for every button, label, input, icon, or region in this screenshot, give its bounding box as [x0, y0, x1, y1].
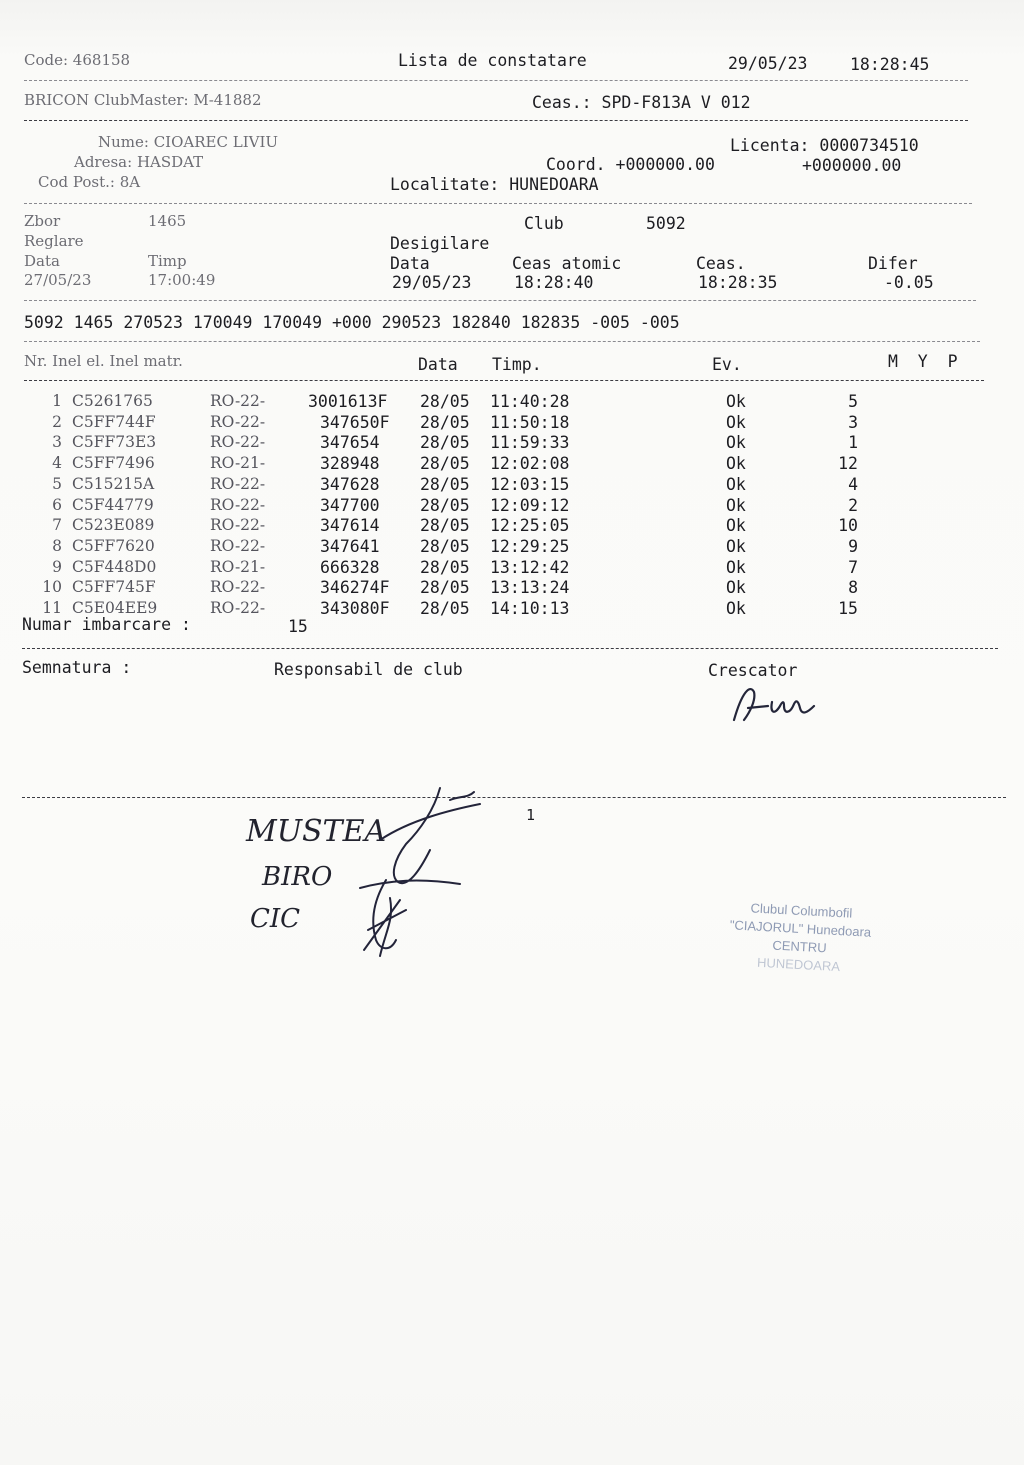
club-number: 5092	[646, 214, 686, 233]
divider	[24, 341, 980, 342]
cell-inel-el: C515215A	[72, 474, 155, 493]
cell-ev: Ok	[726, 392, 746, 411]
divider	[24, 80, 968, 81]
cell-date: 28/05	[420, 495, 470, 515]
cell-prefix: RO-22-	[210, 578, 266, 597]
coordinates: Coord. +000000.00	[546, 155, 715, 174]
official-signatures	[350, 780, 510, 970]
difference-value: -0.05	[884, 273, 934, 292]
cell-time: 11:40:28	[490, 392, 570, 411]
cell-date: 28/05	[420, 578, 470, 598]
setting-label: Reglare	[24, 232, 84, 250]
cell-time: 13:12:42	[490, 557, 570, 577]
locality: Localitate: HUNEDOARA	[390, 175, 599, 194]
cell-time: 14:10:13	[490, 599, 570, 618]
cell-time: 12:09:12	[490, 495, 570, 515]
flight-number: 1465	[148, 212, 187, 230]
cell-matr: 328948	[320, 454, 380, 474]
table-row	[0, 392, 1024, 412]
club-responsible-label: Responsabil de club	[274, 660, 463, 679]
cell-time: 12:29:25	[490, 536, 570, 556]
cell-inel-el: C5FF7496	[72, 454, 155, 473]
setting-time-label: Timp	[148, 252, 187, 270]
cell-inel-el: C5FF7620	[72, 536, 155, 555]
cell-rank: 1	[848, 433, 858, 453]
cell-matr: 343080F	[320, 599, 390, 618]
table-row	[0, 496, 1024, 516]
cell-ev: Ok	[726, 412, 746, 432]
divider	[24, 300, 976, 301]
cell-rank: 7	[848, 557, 858, 577]
flight-label: Zbor	[24, 212, 61, 230]
cell-prefix: RO-22-	[210, 474, 266, 493]
divider	[24, 380, 984, 381]
summary-code-line: 5092 1465 270523 170049 170049 +000 290523 182840 182835 -005 -005	[24, 313, 680, 332]
cell-nr: 6	[52, 495, 62, 514]
cell-nr: 3	[52, 433, 62, 452]
cell-inel-el: C5F44779	[72, 495, 154, 514]
cell-time: 12:02:08	[490, 454, 570, 474]
clubmaster-device: BRICON ClubMaster: M-41882	[24, 91, 262, 109]
cell-ev: Ok	[726, 516, 746, 536]
cell-date: 28/05	[420, 557, 470, 577]
license-number: Licenta: 0000734510	[730, 136, 919, 155]
handwritten-name-cic: CIC	[250, 904, 301, 934]
cell-matr: 666328	[320, 557, 380, 577]
atomic-clock-time: 18:28:40	[514, 273, 594, 292]
column-header-event: Ev.	[712, 355, 742, 374]
cell-ev: Ok	[726, 557, 746, 577]
club-label: Club	[524, 214, 564, 233]
basketing-count-value: 15	[288, 617, 308, 636]
column-header-rings: Nr. Inel el. Inel matr.	[24, 352, 183, 370]
clock-time: 18:28:35	[698, 273, 778, 292]
cell-time: 11:50:18	[490, 412, 570, 432]
cell-matr: 346274F	[320, 578, 390, 598]
cell-nr: 11	[42, 599, 62, 617]
cell-prefix: RO-22-	[210, 433, 266, 452]
atomic-clock-label: Ceas atomic	[512, 254, 622, 273]
cell-date: 28/05	[420, 433, 470, 453]
cell-ev: Ok	[726, 495, 746, 515]
cell-rank: 3	[848, 412, 858, 432]
cell-nr: 2	[52, 412, 62, 431]
stamp-line: "CIAJORUL" Hunedoara	[729, 917, 872, 940]
unsealing-date: 29/05/23	[392, 273, 472, 292]
club-stamp	[678, 896, 921, 980]
cell-time: 13:13:24	[490, 578, 570, 598]
cell-inel-el: C523E089	[72, 516, 155, 535]
cell-prefix: RO-22-	[210, 412, 266, 431]
setting-time: 17:00:49	[148, 271, 216, 289]
handwritten-name-biro: BIRO	[262, 862, 333, 892]
header-date: 29/05/23	[728, 54, 808, 73]
document-title: Lista de constatare	[398, 51, 587, 70]
cell-nr: 7	[52, 516, 62, 535]
signature-label: Semnatura :	[22, 658, 132, 677]
cell-matr: 347641	[320, 536, 380, 556]
cell-prefix: RO-22-	[210, 392, 266, 410]
cell-matr: 347700	[320, 495, 380, 515]
table-row	[0, 413, 1024, 433]
handwritten-name-mustea: MUSTEA	[246, 814, 387, 849]
cell-prefix: RO-21-	[210, 454, 266, 473]
cell-matr: 347654	[320, 433, 380, 453]
postal-code: Cod Post.: 8A	[38, 173, 141, 191]
table-row	[0, 537, 1024, 557]
page-number: 1	[526, 806, 536, 824]
cell-prefix: RO-21-	[210, 557, 266, 576]
basketing-count-label: Numar imbarcare :	[22, 615, 191, 634]
cell-ev: Ok	[726, 454, 746, 474]
cell-rank: 4	[848, 474, 858, 494]
clock-label: Ceas.	[696, 254, 746, 273]
cell-prefix: RO-22-	[210, 516, 266, 535]
cell-nr: 9	[52, 557, 62, 576]
cell-date: 28/05	[420, 454, 470, 474]
table-row	[0, 516, 1024, 536]
divider	[24, 120, 968, 121]
breeder-label: Crescator	[708, 661, 798, 680]
cell-prefix: RO-22-	[210, 599, 266, 617]
cell-matr: 347650F	[320, 412, 390, 432]
header-time: 18:28:45	[850, 55, 930, 74]
cell-inel-el: C5E04EE9	[72, 599, 158, 617]
cell-ev: Ok	[726, 433, 746, 453]
cell-matr: 347628	[320, 474, 380, 494]
stamp-line: HUNEDOARA	[756, 954, 841, 975]
cell-inel-el: C5FF73E3	[72, 433, 157, 452]
cell-date: 28/05	[420, 392, 470, 411]
cell-nr: 10	[42, 578, 62, 597]
cell-rank: 5	[848, 392, 858, 411]
cell-rank: 8	[848, 578, 858, 598]
cell-inel-el: C5F448D0	[72, 557, 157, 576]
difference-label: Difer	[868, 254, 918, 273]
table-row	[0, 578, 1024, 598]
unsealing-date-label: Data	[390, 254, 430, 273]
fancier-name: Nume: CIOAREC LIVIU	[98, 133, 279, 151]
cell-inel-el: C5FF744F	[72, 412, 156, 431]
table-row	[0, 475, 1024, 495]
setting-date: 27/05/23	[24, 271, 92, 289]
table-row	[0, 558, 1024, 578]
cell-nr: 4	[52, 454, 62, 473]
cell-matr: 347614	[320, 516, 380, 536]
cell-ev: Ok	[726, 536, 746, 556]
clock-model: Ceas.: SPD-F813A V 012	[532, 93, 751, 112]
cell-date: 28/05	[420, 536, 470, 556]
cell-date: 28/05	[420, 516, 470, 536]
cell-rank: 10	[838, 516, 858, 536]
table-row	[0, 454, 1024, 474]
stamp-line: CENTRU	[772, 937, 827, 956]
column-header-myp: M Y P	[888, 352, 958, 371]
divider	[22, 797, 1006, 798]
cell-inel-el: C5FF745F	[72, 578, 156, 597]
fancier-address: Adresa: HASDAT	[74, 153, 204, 171]
cell-rank: 12	[838, 454, 858, 474]
cell-rank: 9	[848, 536, 858, 556]
cell-nr: 5	[52, 474, 62, 493]
cell-rank: 15	[838, 599, 858, 618]
cell-ev: Ok	[726, 578, 746, 598]
cell-rank: 2	[848, 495, 858, 515]
cell-matr: 3001613F	[308, 392, 388, 411]
cell-date: 28/05	[420, 412, 470, 432]
cell-date: 28/05	[420, 599, 470, 618]
coordinates-second: +000000.00	[802, 156, 902, 175]
cell-time: 12:25:05	[490, 516, 570, 536]
cell-time: 11:59:33	[490, 433, 570, 453]
unsealing-label: Desigilare	[390, 234, 490, 253]
cell-nr: 1	[52, 392, 62, 410]
cell-ev: Ok	[726, 599, 746, 618]
cell-prefix: RO-22-	[210, 536, 266, 555]
column-header-time: Timp.	[492, 355, 542, 374]
cell-nr: 8	[52, 536, 62, 555]
stamp-line: Clubul Columbofil	[750, 900, 853, 921]
cell-ev: Ok	[726, 474, 746, 494]
column-header-date: Data	[418, 355, 458, 374]
setting-date-label: Data	[24, 252, 60, 270]
breeder-signature	[728, 682, 828, 732]
cell-prefix: RO-22-	[210, 495, 266, 514]
divider	[24, 203, 972, 204]
divider	[22, 648, 998, 649]
table-row	[0, 433, 1024, 453]
cell-time: 12:03:15	[490, 474, 570, 494]
cell-date: 28/05	[420, 474, 470, 494]
cell-inel-el: C5261765	[72, 392, 153, 410]
code-label: Code: 468158	[24, 51, 131, 69]
